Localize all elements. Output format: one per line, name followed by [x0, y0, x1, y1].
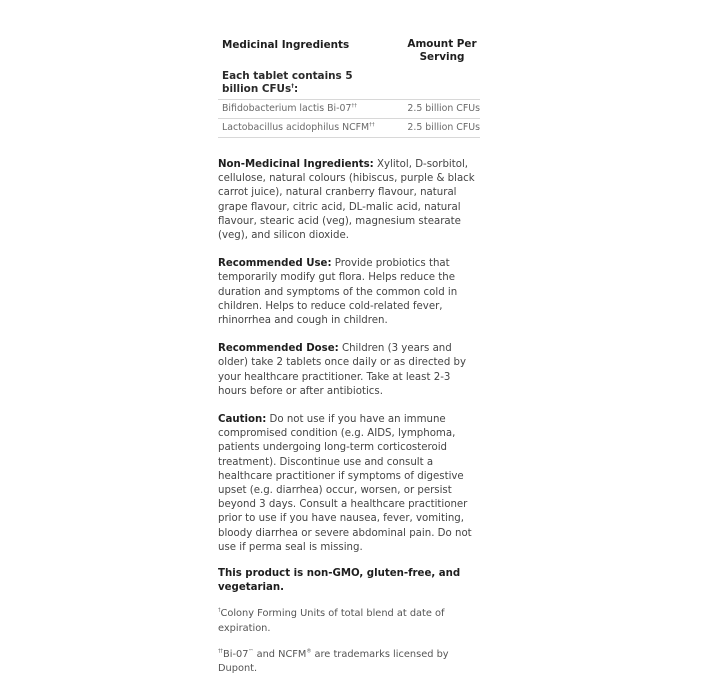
header-amount-per-serving [404, 38, 480, 64]
product-label-document [218, 38, 480, 676]
tablet-contents-text: Each tablet contains 5 billion CFUs [222, 70, 353, 95]
double-dagger-mark: †† [218, 648, 223, 655]
product-attributes-note: This product is non-GMO, gluten-free, and vegetarian. [218, 568, 461, 594]
ingredient-name [218, 100, 357, 118]
ingredient-name-text: Lactobacillus acidophilus NCFM [222, 122, 370, 133]
trademark-ncfm: and NCFM [253, 648, 307, 660]
trademark-footnote [218, 648, 480, 676]
cfu-footnote [218, 607, 480, 635]
header-amount-line1: Amount Per [407, 38, 477, 50]
caution-text: Do not use if you have an immune compromised condition (e.g. AIDS, lymphoma, patients undergoing long-term corticosteroid treatment). Discontinue use and consult a healthcare practitioner if symptoms of digestive upset (e.g. diarrhea) occur, worsen, or persist beyond 3 days. Consult a healthcare practitioner prior to use if you have nausea, fever, vomiting, bloody diarrhea or severe abdominal pain. Do not use if perma seal is missing. [218, 414, 472, 553]
heading-colon: : [293, 83, 299, 95]
non-medicinal-text: Xylitol, D-sorbitol, cellulose, natural colours (hibiscus, purple & black carrot juice), natural cranberry flavour, natural grape flavour, citric acid, DL-malic acid, natural flavour, stearic acid (veg), magnesium stearate (veg), and silicon dioxide. [218, 159, 475, 242]
trademark-mark: †† [351, 102, 357, 109]
registered-symbol: ® [306, 648, 312, 655]
trademark-footnote-text: are trademarks licensed by Dupont. [218, 648, 449, 675]
recommended-use-paragraph [218, 257, 480, 328]
ingredients-rows [218, 99, 480, 138]
tablet-contents-heading [218, 70, 392, 96]
non-medicinal-label: Non-Medicinal Ingredients: [218, 159, 374, 170]
ingredient-name-text: Bifidobacterium lactis Bi-07 [222, 103, 352, 114]
trademark-mark: †† [369, 121, 375, 128]
recommended-dose-text: Children (3 years and older) take 2 tablets once daily or as directed by your healthcare practitioner. Take at least 2-3 hours before or after antibiotics. [218, 343, 467, 397]
caution-paragraph [218, 413, 480, 555]
caution-label: Caution: [218, 414, 267, 426]
ingredient-amount: 2.5 billion CFUs [407, 103, 480, 114]
header-medicinal-ingredients: Medicinal Ingredients [222, 39, 350, 51]
dagger-mark: † [291, 83, 294, 90]
recommended-dose-label: Recommended Dose: [218, 343, 339, 355]
ingredient-name [218, 119, 375, 137]
table-row [218, 99, 480, 118]
dagger-mark: † [218, 608, 221, 615]
recommended-dose-paragraph [218, 342, 480, 399]
trademark-bi07: Bi-07 [223, 648, 249, 660]
header-amount-line2: Serving [419, 51, 465, 63]
tm-symbol: ™ [248, 648, 254, 655]
ingredient-amount: 2.5 billion CFUs [407, 122, 480, 133]
non-medicinal-ingredients-paragraph [218, 158, 480, 243]
ingredients-table-header [218, 38, 480, 64]
recommended-use-label: Recommended Use: [218, 258, 332, 270]
recommended-use-text: Provide probiotics that temporarily modify gut flora. Helps reduce the duration and symptoms of the common cold in children. Helps to reduce cold-related fever, rhinorrhea and cough in children. [218, 258, 458, 327]
cfu-footnote-text: Colony Forming Units of total blend at date of expiration. [218, 608, 445, 634]
table-row [218, 118, 480, 138]
